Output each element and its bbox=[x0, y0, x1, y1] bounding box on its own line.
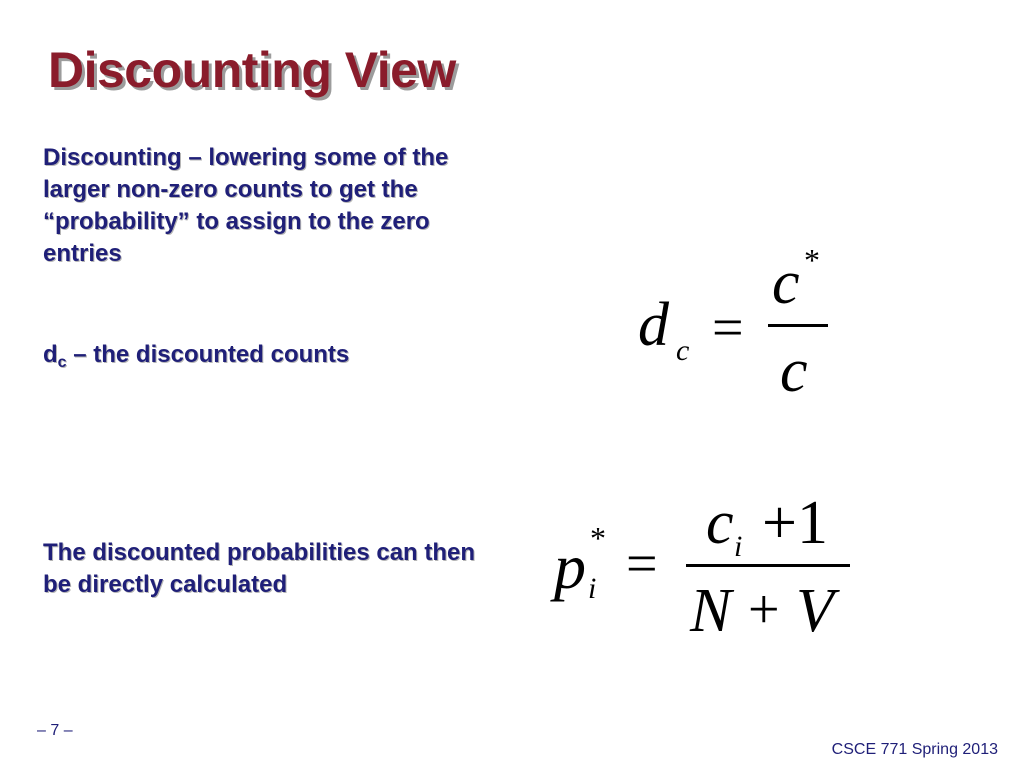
formula2-numerator-c: c bbox=[706, 489, 734, 557]
formula1-numerator: c bbox=[772, 249, 800, 317]
bullet-discounted-probabilities: The discounted probabilities can then be directly calculated bbox=[43, 539, 476, 598]
formula2-fraction-bar bbox=[686, 564, 850, 567]
discount-ratio-formula bbox=[630, 240, 850, 410]
formula2-denominator-plus: + bbox=[748, 579, 780, 641]
formula2-lhs-p: p bbox=[554, 531, 586, 602]
formula2-equals: = bbox=[626, 533, 658, 595]
page-number: – 7 – bbox=[37, 722, 73, 739]
formula1-fraction-bar bbox=[768, 324, 828, 327]
dc-subscript: c bbox=[57, 354, 67, 371]
bullet-discounting-definition: Discounting – lowering some of the larger non-zero counts to get the “probability” to assign to the zero entries bbox=[43, 144, 449, 267]
formula1-numerator-star: * bbox=[804, 242, 820, 278]
slide-title: Discounting View bbox=[48, 42, 456, 98]
formula1-lhs-subscript: c bbox=[676, 334, 690, 367]
formula1-equals: = bbox=[712, 297, 744, 359]
formula2-numerator-plus-one: +1 bbox=[762, 489, 828, 557]
formula2-denominator-n: N bbox=[690, 577, 732, 645]
dc-symbol: d bbox=[43, 341, 58, 368]
course-footer: CSCE 771 Spring 2013 bbox=[831, 741, 998, 758]
formula2-denominator-v: V bbox=[796, 577, 834, 645]
formula2-lhs-subscript: i bbox=[588, 572, 597, 605]
bullet-discounted-counts bbox=[43, 339, 483, 371]
probability-formula bbox=[540, 480, 870, 650]
formula2-numerator-subscript: i bbox=[734, 530, 743, 563]
formula1-denominator: c bbox=[780, 337, 808, 405]
dc-description: – the discounted counts bbox=[66, 341, 350, 368]
formula2-lhs-star: * bbox=[590, 520, 606, 556]
formula1-lhs-d: d bbox=[638, 291, 669, 359]
